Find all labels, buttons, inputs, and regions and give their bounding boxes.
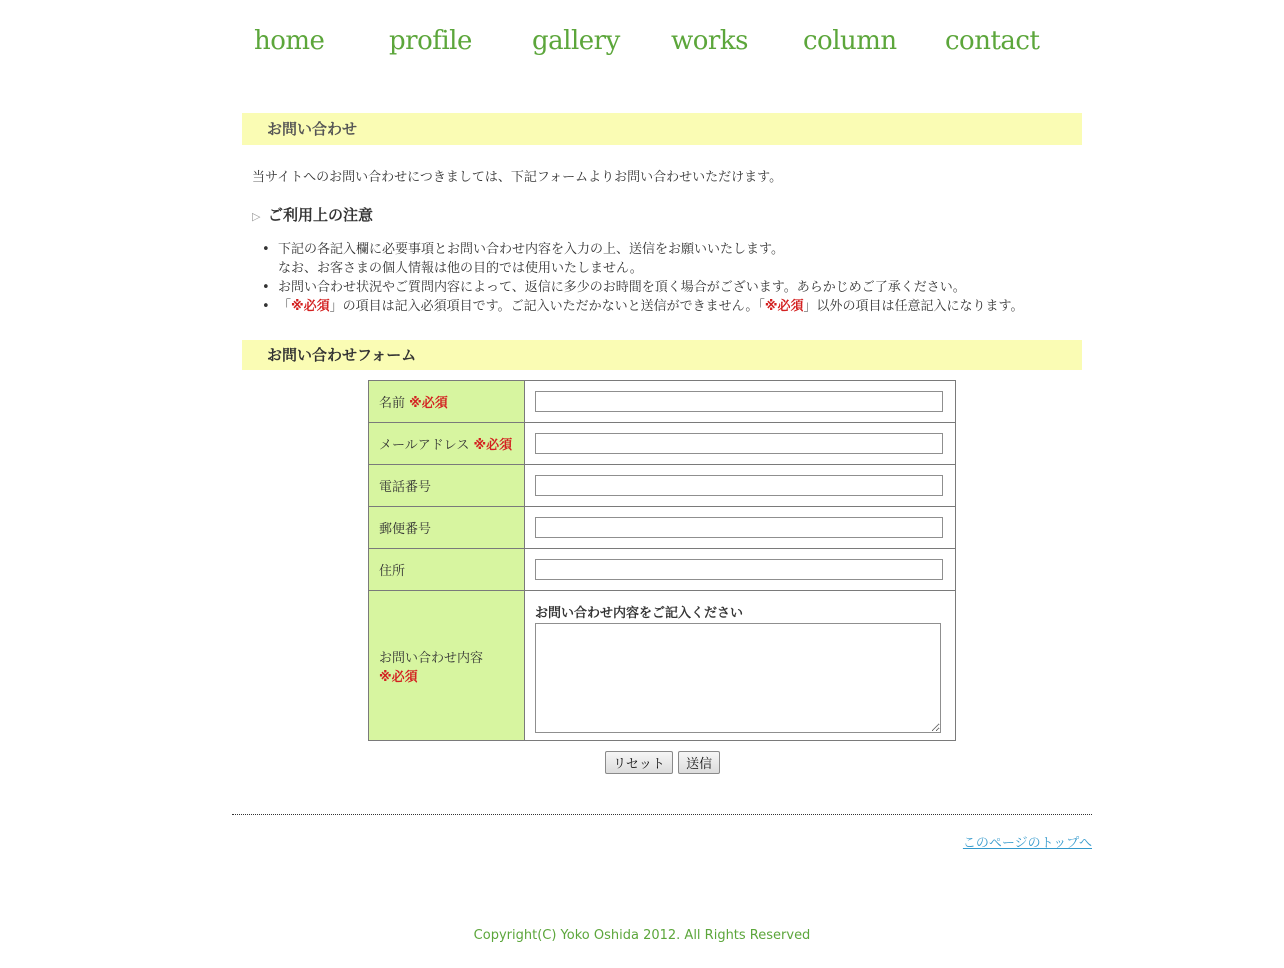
notice-item-1-line-2: なお、お客さまの個人情報は他の目的では使用いたしません。 bbox=[278, 261, 643, 276]
required-mark: ※必須 bbox=[291, 299, 330, 314]
form-row-zip bbox=[369, 507, 956, 549]
zip-field-cell bbox=[525, 507, 956, 549]
nav-gallery-link[interactable]: gallery bbox=[532, 26, 620, 56]
address-input[interactable] bbox=[535, 559, 943, 580]
submit-button[interactable]: 送信 bbox=[678, 751, 720, 774]
copyright-text: Copyright(C) Yoko Oshida 2012. All Rights Reserved bbox=[473, 928, 811, 943]
notice-item bbox=[262, 297, 1024, 316]
reset-button[interactable]: リセット bbox=[605, 751, 673, 774]
phone-field-cell bbox=[525, 465, 956, 507]
nav-home-link[interactable]: home bbox=[254, 26, 325, 56]
phone-label-cell bbox=[369, 465, 525, 507]
message-label-cell bbox=[369, 591, 525, 741]
dotted-divider bbox=[232, 814, 1092, 815]
required-mark: ※必須 bbox=[473, 438, 513, 453]
phone-label: 電話番号 bbox=[379, 480, 432, 495]
form-row-email bbox=[369, 423, 956, 465]
zip-label-cell bbox=[369, 507, 525, 549]
message-field-cell bbox=[525, 591, 956, 741]
notice-list bbox=[262, 240, 1024, 316]
form-row-address bbox=[369, 549, 956, 591]
notice-item bbox=[262, 278, 1024, 297]
zip-input[interactable] bbox=[535, 517, 943, 538]
form-row-message bbox=[369, 591, 956, 741]
contact-section-header: お問い合わせ bbox=[242, 113, 1082, 145]
name-label-cell bbox=[369, 381, 525, 423]
notice-item-3-part-a: 「 bbox=[278, 299, 292, 314]
message-caption: お問い合わせ内容をご記入ください bbox=[535, 606, 744, 621]
name-field-cell bbox=[525, 381, 956, 423]
contact-form-table bbox=[368, 380, 956, 741]
notice-item-3-part-b: 」の項目は記入必須項目です。ご記入いただかないと送信ができません。「 bbox=[329, 299, 765, 314]
zip-label: 郵便番号 bbox=[379, 522, 432, 537]
required-mark: ※必須 bbox=[379, 669, 418, 685]
form-row-phone bbox=[369, 465, 956, 507]
required-mark: ※必須 bbox=[409, 396, 448, 411]
address-label-cell bbox=[369, 549, 525, 591]
intro-text: 当サイトへのお問い合わせにつきましては、下記フォームよりお問い合わせいただけます。 bbox=[252, 170, 783, 185]
nav-works-link[interactable]: works bbox=[671, 26, 748, 56]
notice-item-2: お問い合わせ状況やご質問内容によって、返信に多少のお時間を頂く場合がございます。あらかじめご了承ください。 bbox=[278, 280, 966, 295]
notice-item bbox=[262, 240, 1024, 278]
required-mark: ※必須 bbox=[764, 299, 804, 314]
message-textarea[interactable] bbox=[535, 623, 941, 733]
form-row-name bbox=[369, 381, 956, 423]
notice-heading-label: ご利用上の注意 bbox=[268, 206, 374, 224]
message-label: お問い合わせ内容 bbox=[379, 650, 484, 666]
notice-item-3-part-c: 」以外の項目は任意記入になります。 bbox=[803, 299, 1024, 314]
email-input[interactable] bbox=[535, 433, 943, 454]
form-buttons bbox=[605, 751, 720, 774]
nav-profile-link[interactable]: profile bbox=[389, 26, 472, 56]
back-to-top-link[interactable]: このページのトップへ bbox=[962, 836, 1092, 851]
email-label-cell bbox=[369, 423, 525, 465]
nav-column-link[interactable]: column bbox=[803, 26, 897, 56]
email-label: メールアドレス bbox=[379, 438, 470, 453]
email-field-cell bbox=[525, 423, 956, 465]
form-section-header: お問い合わせフォーム bbox=[242, 340, 1082, 370]
address-field-cell bbox=[525, 549, 956, 591]
phone-input[interactable] bbox=[535, 475, 943, 496]
notice-heading bbox=[252, 204, 373, 225]
main-nav bbox=[242, 22, 1082, 72]
address-label: 住所 bbox=[379, 564, 406, 579]
nav-contact-link[interactable]: contact bbox=[945, 26, 1040, 56]
name-label: 名前 bbox=[379, 396, 406, 411]
name-input[interactable] bbox=[535, 391, 943, 412]
notice-item-1-line-1: 下記の各記入欄に必要事項とお問い合わせ内容を入力の上、送信をお願いいたします。 bbox=[278, 242, 784, 257]
chevron-right-icon: ▷ bbox=[252, 210, 261, 223]
